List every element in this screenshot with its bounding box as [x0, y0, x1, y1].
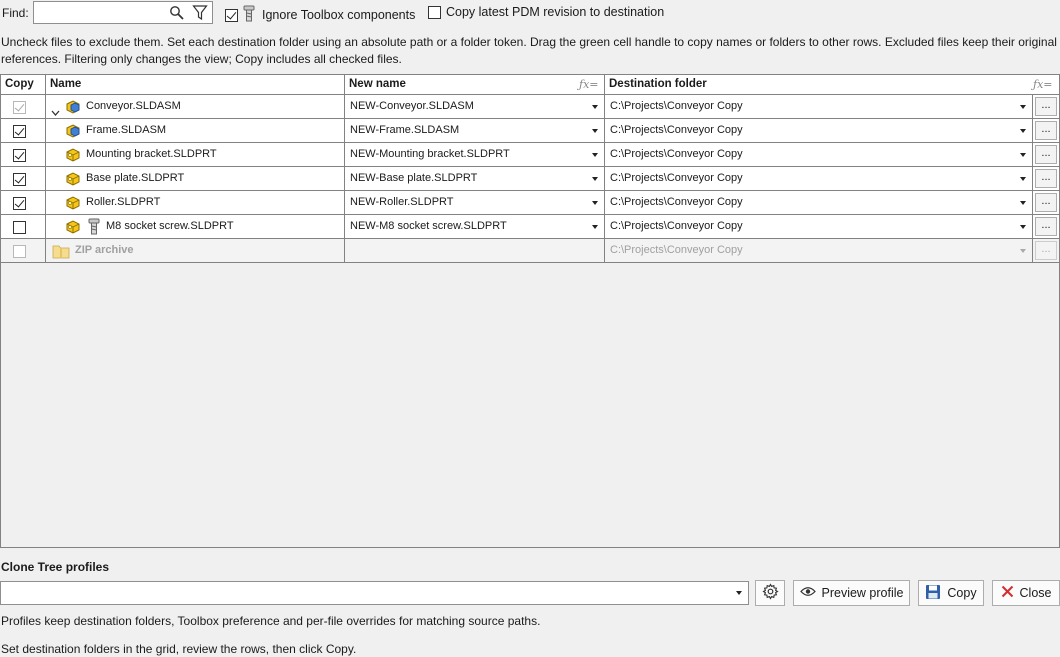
new-name-value: NEW-M8 socket screw.SLDPRT	[350, 220, 507, 232]
find-label: Find:	[2, 6, 29, 20]
browse-folder-button[interactable]: ...	[1035, 241, 1057, 260]
file-name: Frame.SLDASM	[86, 124, 167, 136]
chevron-down-icon[interactable]	[1020, 153, 1026, 157]
chevron-down-icon[interactable]	[592, 129, 598, 133]
browse-cell	[1033, 167, 1059, 190]
gear-icon	[762, 583, 779, 603]
copy-checkbox[interactable]	[13, 101, 26, 114]
part-icon	[65, 219, 81, 238]
file-name: M8 socket screw.SLDPRT	[106, 220, 234, 232]
profile-settings-button[interactable]	[755, 580, 785, 606]
browse-cell	[1033, 191, 1059, 214]
name-cell	[46, 95, 345, 118]
column-header-destination[interactable]: Destination folder ƒx=	[605, 75, 1059, 94]
zip-archive-icon	[52, 243, 70, 262]
column-header-copy[interactable]: Copy	[1, 75, 46, 94]
copy-cell	[1, 95, 46, 118]
save-icon	[925, 584, 941, 603]
destination-cell[interactable]	[605, 167, 1033, 190]
copy-pdm-option[interactable]	[428, 5, 664, 19]
copy-cell	[1, 215, 46, 238]
browse-folder-button[interactable]: ...	[1035, 121, 1057, 140]
browse-cell	[1033, 239, 1059, 262]
ignore-toolbox-checkbox[interactable]	[225, 9, 238, 22]
clone-tree-grid[interactable]	[0, 74, 1060, 548]
copy-checkbox[interactable]	[13, 125, 26, 138]
new-name-cell[interactable]	[345, 239, 605, 262]
file-name: Conveyor.SLDASM	[86, 100, 181, 112]
new-name-value: NEW-Base plate.SLDPRT	[350, 172, 478, 184]
copy-checkbox[interactable]	[13, 149, 26, 162]
table-row[interactable]	[1, 215, 1059, 239]
profiles-dropdown[interactable]	[0, 581, 749, 605]
name-cell	[46, 143, 345, 166]
column-header-name[interactable]: Name	[46, 75, 345, 94]
chevron-down-icon[interactable]	[592, 177, 598, 181]
chevron-down-icon[interactable]	[592, 225, 598, 229]
chevron-down-icon[interactable]	[592, 153, 598, 157]
destination-formula-icon[interactable]: ƒx=	[1033, 78, 1053, 91]
profiles-label: Clone Tree profiles	[1, 560, 110, 574]
column-header-new-name[interactable]: New name ƒx=	[345, 75, 605, 94]
table-row[interactable]	[1, 143, 1059, 167]
preview-profile-label: Preview profile	[821, 586, 904, 600]
browse-cell	[1033, 119, 1059, 142]
toolbox-screw-icon	[243, 5, 255, 25]
browse-cell	[1033, 215, 1059, 238]
new-name-formula-icon[interactable]: ƒx=	[579, 78, 599, 91]
table-row[interactable]	[1, 119, 1059, 143]
chevron-down-icon[interactable]	[1020, 177, 1026, 181]
new-name-value: NEW-Roller.SLDPRT	[350, 196, 454, 208]
profiles-note: Profiles keep destination folders, Toolbox preference and per-file overrides for matching source paths.	[1, 614, 541, 628]
close-button[interactable]	[992, 580, 1060, 606]
close-icon	[1001, 585, 1014, 601]
destination-value: C:\Projects\Conveyor Copy	[610, 220, 743, 232]
copy-pdm-checkbox[interactable]	[428, 6, 441, 19]
copy-checkbox[interactable]	[13, 221, 26, 234]
preview-profile-button[interactable]	[793, 580, 910, 606]
search-icon[interactable]	[169, 5, 185, 24]
browse-folder-button[interactable]: ...	[1035, 97, 1057, 116]
copy-cell	[1, 167, 46, 190]
name-cell	[46, 167, 345, 190]
new-name-cell[interactable]	[345, 167, 605, 190]
name-cell	[46, 215, 345, 238]
destination-value: C:\Projects\Conveyor Copy	[610, 100, 743, 112]
copy-pdm-label: Copy latest PDM revision to destination	[446, 5, 665, 19]
ignore-toolbox-option[interactable]	[225, 5, 415, 25]
chevron-down-icon[interactable]	[592, 201, 598, 205]
copy-checkbox[interactable]	[13, 173, 26, 186]
new-name-cell[interactable]	[345, 119, 605, 142]
instructions-text: Uncheck files to exclude them. Set each destination folder using an absolute path or a folder token. Drag the green cell handle to copy names or folders to other rows. Excluded files keep their original references. Filtering only changes the view; Copy includes all checked files.	[1, 35, 1057, 66]
file-name: Mounting bracket.SLDPRT	[86, 148, 217, 160]
assembly-icon	[65, 123, 81, 142]
destination-value: C:\Projects\Conveyor Copy	[610, 244, 743, 256]
file-name: Base plate.SLDPRT	[86, 172, 185, 184]
new-name-value: NEW-Conveyor.SLDASM	[350, 100, 474, 112]
chevron-down-icon[interactable]	[1020, 129, 1026, 133]
new-name-value: NEW-Frame.SLDASM	[350, 124, 460, 136]
destination-cell[interactable]	[605, 239, 1033, 262]
browse-folder-button[interactable]: ...	[1035, 169, 1057, 188]
new-name-value: NEW-Mounting bracket.SLDPRT	[350, 148, 510, 160]
chevron-down-icon[interactable]	[736, 591, 742, 595]
eye-icon	[800, 586, 816, 600]
destination-cell[interactable]	[605, 215, 1033, 238]
destination-value: C:\Projects\Conveyor Copy	[610, 172, 743, 184]
table-row[interactable]	[1, 191, 1059, 215]
name-cell	[46, 191, 345, 214]
chevron-down-icon[interactable]	[51, 103, 60, 118]
find-input[interactable]	[33, 1, 213, 24]
destination-cell[interactable]	[605, 95, 1033, 118]
browse-folder-button[interactable]: ...	[1035, 145, 1057, 164]
copy-cell	[1, 143, 46, 166]
copy-checkbox[interactable]	[13, 197, 26, 210]
name-cell	[46, 119, 345, 142]
close-button-label: Close	[1019, 586, 1052, 600]
browse-folder-button[interactable]: ...	[1035, 217, 1057, 236]
chevron-down-icon[interactable]	[1020, 105, 1026, 109]
file-name: Roller.SLDPRT	[86, 196, 161, 208]
filter-icon[interactable]	[192, 4, 208, 24]
destination-cell[interactable]	[605, 143, 1033, 166]
part-icon	[65, 171, 81, 190]
copy-cell	[1, 191, 46, 214]
chevron-down-icon[interactable]	[1020, 225, 1026, 229]
ignore-toolbox-label: Ignore Toolbox components	[262, 8, 416, 22]
table-row[interactable]	[1, 95, 1059, 119]
copy-checkbox[interactable]	[13, 245, 26, 258]
destination-cell[interactable]	[605, 191, 1033, 214]
table-row[interactable]	[1, 239, 1059, 263]
part-icon	[65, 147, 81, 166]
status-text: Set destination folders in the grid, review the rows, then click Copy.	[1, 642, 357, 656]
new-name-cell[interactable]	[345, 95, 605, 118]
copy-button[interactable]	[918, 580, 984, 606]
new-name-cell[interactable]	[345, 191, 605, 214]
assembly-icon	[65, 99, 81, 118]
copy-cell	[1, 239, 46, 262]
new-name-cell[interactable]	[345, 143, 605, 166]
browse-cell	[1033, 143, 1059, 166]
copy-cell	[1, 119, 46, 142]
grid-header	[1, 75, 1059, 95]
browse-cell	[1033, 95, 1059, 118]
new-name-cell[interactable]	[345, 215, 605, 238]
destination-cell[interactable]	[605, 119, 1033, 142]
table-row[interactable]	[1, 167, 1059, 191]
destination-value: C:\Projects\Conveyor Copy	[610, 124, 743, 136]
chevron-down-icon[interactable]	[1020, 201, 1026, 205]
copy-button-label: Copy	[947, 586, 977, 600]
name-cell	[46, 239, 345, 262]
part-icon	[65, 195, 81, 214]
chevron-down-icon[interactable]	[1020, 249, 1026, 253]
destination-value: C:\Projects\Conveyor Copy	[610, 196, 743, 208]
browse-folder-button[interactable]: ...	[1035, 193, 1057, 212]
toolbox-screw-icon	[88, 218, 100, 238]
chevron-down-icon[interactable]	[592, 105, 598, 109]
destination-value: C:\Projects\Conveyor Copy	[610, 148, 743, 160]
file-name: ZIP archive	[75, 244, 134, 256]
